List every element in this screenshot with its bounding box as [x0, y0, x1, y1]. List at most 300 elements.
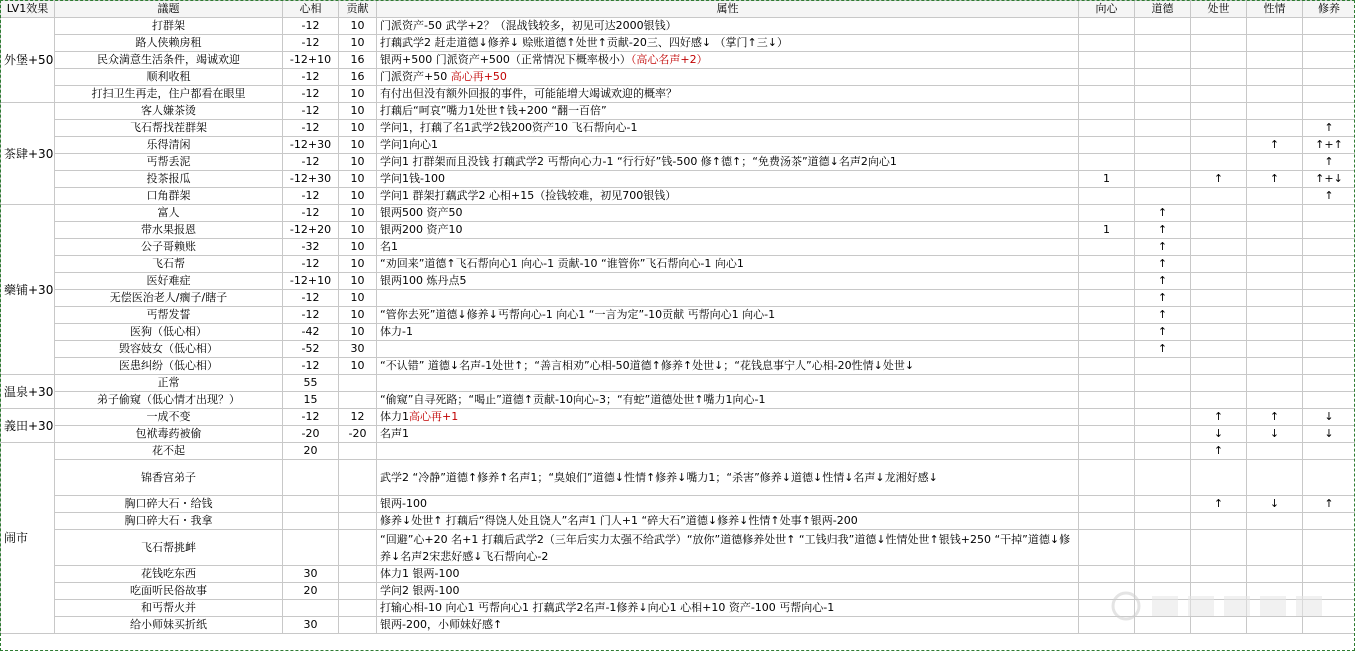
- chushi-cell: [1191, 69, 1247, 86]
- topic-cell: 一成不变: [55, 409, 283, 426]
- xinxiang-cell: -12+30: [283, 171, 339, 188]
- xiangxin-cell: [1079, 273, 1135, 290]
- table-row: [1, 35, 1355, 52]
- topic-cell: 带水果报恩: [55, 222, 283, 239]
- xiangxin-cell: [1079, 120, 1135, 137]
- topic-cell: 飞石帮挑衅: [55, 530, 283, 566]
- gongxian-cell: 10: [339, 154, 377, 171]
- gongxian-cell: [339, 443, 377, 460]
- daode-cell: [1135, 358, 1191, 375]
- group-cell: 義田+30: [1, 409, 55, 443]
- attr-text: 打藕武学2 赶走道德↓修养↓ 赊账道德↑处世↑贡献-20三、四好感↓ （掌门↑三↓）: [380, 36, 788, 49]
- header-xiuyang: 修养: [1303, 1, 1355, 18]
- xinxiang-cell: 30: [283, 617, 339, 634]
- attr-cell: [377, 18, 1079, 35]
- topic-cell: 包袱毒药被偷: [55, 426, 283, 443]
- table-row: [1, 52, 1355, 69]
- xiuyang-cell: [1303, 69, 1355, 86]
- table-row: [1, 530, 1355, 566]
- xinxiang-cell: -12: [283, 103, 339, 120]
- xinxiang-cell: [283, 600, 339, 617]
- topic-cell: 丐帮发誓: [55, 307, 283, 324]
- xiangxin-cell: [1079, 290, 1135, 307]
- attr-cell: [377, 171, 1079, 188]
- topic-cell: 飞石帮找茬群架: [55, 120, 283, 137]
- attr-cell: [377, 566, 1079, 583]
- attr-text: 学问1钱-100: [380, 172, 445, 185]
- gongxian-cell: 30: [339, 341, 377, 358]
- attr-text: 打输心相-10 向心1 丐帮向心1 打藕武学2名声-1修养↓向心1 心相+10 资产-100 丐帮向心-1: [380, 601, 835, 614]
- table-row: [1, 120, 1355, 137]
- group-cell: 外堡+50: [1, 18, 55, 103]
- xinxiang-cell: [283, 513, 339, 530]
- header-lv1: LV1效果: [1, 1, 55, 18]
- xingqing-cell: ↓: [1247, 426, 1303, 443]
- xiuyang-cell: [1303, 18, 1355, 35]
- daode-cell: ↑: [1135, 341, 1191, 358]
- xiangxin-cell: [1079, 409, 1135, 426]
- daode-cell: [1135, 154, 1191, 171]
- xinxiang-cell: -12+10: [283, 273, 339, 290]
- header-gongxian: 贡献: [339, 1, 377, 18]
- gongxian-cell: 16: [339, 52, 377, 69]
- xinxiang-cell: -12: [283, 307, 339, 324]
- attr-text: 名1: [380, 240, 398, 253]
- daode-cell: [1135, 566, 1191, 583]
- table-row: [1, 171, 1355, 188]
- xiuyang-cell: [1303, 256, 1355, 273]
- gongxian-cell: 10: [339, 171, 377, 188]
- header-row: [1, 1, 1355, 18]
- xinxiang-cell: -12: [283, 358, 339, 375]
- xingqing-cell: [1247, 460, 1303, 496]
- gongxian-cell: [339, 375, 377, 392]
- xiangxin-cell: [1079, 52, 1135, 69]
- daode-cell: [1135, 392, 1191, 409]
- xingqing-cell: [1247, 103, 1303, 120]
- xingqing-cell: [1247, 530, 1303, 566]
- daode-cell: ↑: [1135, 324, 1191, 341]
- xingqing-cell: [1247, 324, 1303, 341]
- gongxian-cell: 10: [339, 120, 377, 137]
- xingqing-cell: [1247, 18, 1303, 35]
- xinxiang-cell: -12: [283, 120, 339, 137]
- table-row: [1, 86, 1355, 103]
- xiangxin-cell: [1079, 530, 1135, 566]
- attr-cell: [377, 205, 1079, 222]
- xingqing-cell: [1247, 566, 1303, 583]
- chushi-cell: [1191, 324, 1247, 341]
- attr-text: “回避”心+20 名+1 打藕后武学2（三年后实力太强不给武学）“放你”道德修养处世↑ “工钱归我”道德↓性情处世↑银钱+250 “干掉”道德↓修养↓名声2宋悲好感↓飞石帮向心-2: [380, 532, 1071, 563]
- attr-text: 学问1 群架打藕武学2 心相+15（捡钱较难，初见700银钱）: [380, 189, 677, 202]
- table-row: [1, 341, 1355, 358]
- xiangxin-cell: [1079, 18, 1135, 35]
- attr-text: 学问1 打群架而且没钱 打藕武学2 丐帮向心力-1 “行行好”钱-500 修↑德↑；“免费汤茶”道德↓名声2向心1: [380, 155, 897, 168]
- xiuyang-cell: [1303, 530, 1355, 566]
- xingqing-cell: [1247, 120, 1303, 137]
- xiuyang-cell: [1303, 103, 1355, 120]
- attr-cell: [377, 530, 1079, 566]
- gongxian-cell: -20: [339, 426, 377, 443]
- chushi-cell: [1191, 290, 1247, 307]
- daode-cell: [1135, 530, 1191, 566]
- table-row: [1, 426, 1355, 443]
- attr-text: “管你去死”道德↓修养↓丐帮向心-1 向心1 “一言为定”-10贡献 丐帮向心1 向心-1: [380, 308, 776, 321]
- gongxian-cell: 10: [339, 358, 377, 375]
- group-cell: 闹市: [1, 443, 55, 634]
- attr-cell: [377, 583, 1079, 600]
- xiuyang-cell: ↓: [1303, 409, 1355, 426]
- attr-cell: [377, 341, 1079, 358]
- topic-cell: 毁容妓女（低心相）: [55, 341, 283, 358]
- attr-cell: [377, 86, 1079, 103]
- gongxian-cell: 10: [339, 290, 377, 307]
- daode-cell: [1135, 409, 1191, 426]
- xiangxin-cell: [1079, 239, 1135, 256]
- xinxiang-cell: -42: [283, 324, 339, 341]
- chushi-cell: [1191, 86, 1247, 103]
- daode-cell: [1135, 35, 1191, 52]
- attr-text: 学问1向心1: [380, 138, 438, 151]
- chushi-cell: [1191, 120, 1247, 137]
- daode-cell: ↑: [1135, 273, 1191, 290]
- xiangxin-cell: 1: [1079, 222, 1135, 239]
- xiangxin-cell: [1079, 443, 1135, 460]
- chushi-cell: [1191, 358, 1247, 375]
- table-row: [1, 188, 1355, 205]
- attr-cell: [377, 496, 1079, 513]
- xiuyang-cell: [1303, 273, 1355, 290]
- chushi-cell: ↑: [1191, 443, 1247, 460]
- xingqing-cell: ↑: [1247, 137, 1303, 154]
- xinxiang-cell: -12+20: [283, 222, 339, 239]
- daode-cell: [1135, 171, 1191, 188]
- xingqing-cell: [1247, 513, 1303, 530]
- header-attr: 属性: [377, 1, 1079, 18]
- topic-cell: 富人: [55, 205, 283, 222]
- table-row: [1, 154, 1355, 171]
- attr-cell: [377, 154, 1079, 171]
- table-row: [1, 137, 1355, 154]
- xinxiang-cell: -12: [283, 256, 339, 273]
- xiuyang-cell: [1303, 86, 1355, 103]
- topic-cell: 打群架: [55, 18, 283, 35]
- group-cell: 藥铺+30: [1, 205, 55, 375]
- topic-cell: 飞石帮: [55, 256, 283, 273]
- xingqing-cell: [1247, 392, 1303, 409]
- chushi-cell: [1191, 188, 1247, 205]
- topic-cell: 胸口碎大石・给钱: [55, 496, 283, 513]
- daode-cell: [1135, 496, 1191, 513]
- attr-cell: [377, 69, 1079, 86]
- daode-cell: [1135, 69, 1191, 86]
- chushi-cell: ↑: [1191, 171, 1247, 188]
- table-row: [1, 256, 1355, 273]
- attr-text: 门派资产+50: [380, 70, 451, 83]
- attr-text: 银两-100: [380, 497, 427, 510]
- chushi-cell: [1191, 341, 1247, 358]
- xingqing-cell: [1247, 69, 1303, 86]
- chushi-cell: [1191, 239, 1247, 256]
- attr-cell: [377, 358, 1079, 375]
- xingqing-cell: [1247, 205, 1303, 222]
- header-xingqing: 性情: [1247, 1, 1303, 18]
- xinxiang-cell: [283, 530, 339, 566]
- xingqing-cell: [1247, 341, 1303, 358]
- chushi-cell: [1191, 205, 1247, 222]
- xiuyang-cell: ↑+↑: [1303, 137, 1355, 154]
- xinxiang-cell: -12: [283, 18, 339, 35]
- daode-cell: [1135, 86, 1191, 103]
- topic-cell: 丐帮丢泥: [55, 154, 283, 171]
- table-row: [1, 239, 1355, 256]
- xiuyang-cell: ↓: [1303, 426, 1355, 443]
- header-xinxiang: 心相: [283, 1, 339, 18]
- xinxiang-cell: -12: [283, 205, 339, 222]
- xinxiang-cell: -12: [283, 188, 339, 205]
- attr-cell: [377, 392, 1079, 409]
- xinxiang-cell: -32: [283, 239, 339, 256]
- attr-text: “劝回来”道德↑飞石帮向心1 向心-1 贡献-10 “谁管你”飞石帮向心-1 向心1: [380, 257, 744, 270]
- attr-cell: [377, 307, 1079, 324]
- table-row: [1, 307, 1355, 324]
- xinxiang-cell: 20: [283, 443, 339, 460]
- xiangxin-cell: [1079, 513, 1135, 530]
- xinxiang-cell: -20: [283, 426, 339, 443]
- attr-cell: [377, 137, 1079, 154]
- attr-cell: [377, 290, 1079, 307]
- xinxiang-cell: [283, 460, 339, 496]
- xiuyang-cell: [1303, 566, 1355, 583]
- xiangxin-cell: [1079, 188, 1135, 205]
- table-row: [1, 69, 1355, 86]
- chushi-cell: [1191, 137, 1247, 154]
- table-row: [1, 324, 1355, 341]
- table-row: [1, 273, 1355, 290]
- xinxiang-cell: -12: [283, 35, 339, 52]
- gongxian-cell: 16: [339, 69, 377, 86]
- xingqing-cell: [1247, 290, 1303, 307]
- header-chushi: 处世: [1191, 1, 1247, 18]
- table-row: [1, 443, 1355, 460]
- daode-cell: ↑: [1135, 290, 1191, 307]
- xinxiang-cell: 20: [283, 583, 339, 600]
- xiuyang-cell: [1303, 205, 1355, 222]
- xiangxin-cell: [1079, 307, 1135, 324]
- xingqing-cell: [1247, 35, 1303, 52]
- attr-cell: [377, 460, 1079, 496]
- topic-cell: 投茶报瓜: [55, 171, 283, 188]
- topic-cell: 无偿医治老人/瘸子/瞎子: [55, 290, 283, 307]
- topic-cell: 医患纠纷（低心相）: [55, 358, 283, 375]
- xiangxin-cell: [1079, 392, 1135, 409]
- attr-cell: [377, 513, 1079, 530]
- topic-cell: 弟子偷窥（低心情才出现？）: [55, 392, 283, 409]
- chushi-cell: [1191, 103, 1247, 120]
- xinxiang-cell: -12: [283, 86, 339, 103]
- chushi-cell: ↓: [1191, 426, 1247, 443]
- topic-cell: 公子哥赖账: [55, 239, 283, 256]
- xiuyang-cell: [1303, 443, 1355, 460]
- attr-cell: [377, 409, 1079, 426]
- gongxian-cell: 10: [339, 256, 377, 273]
- table-row: [1, 103, 1355, 120]
- attr-text: “不认错” 道德↓名声-1处世↑；“善言相劝”心相-50道德↑修养↑处世↓；“花钱息事宁人”心相-20性情↓处世↓: [380, 359, 915, 372]
- attr-cell: [377, 324, 1079, 341]
- attr-text: 体力1: [380, 410, 409, 423]
- gongxian-cell: 10: [339, 205, 377, 222]
- attr-text: 门派资产-50 武学+2？（混战钱较多，初见可达2000银钱）: [380, 19, 677, 32]
- daode-cell: [1135, 375, 1191, 392]
- xingqing-cell: [1247, 375, 1303, 392]
- attr-text: 有付出但没有额外回报的事件，可能能增大竭诚欢迎的概率？: [380, 87, 677, 100]
- topic-cell: 给小师妹买折纸: [55, 617, 283, 634]
- gongxian-cell: 10: [339, 307, 377, 324]
- header-topic: 議题: [55, 1, 283, 18]
- xinxiang-cell: 55: [283, 375, 339, 392]
- table-row: [1, 392, 1355, 409]
- xiuyang-cell: ↑: [1303, 154, 1355, 171]
- group-cell: 茶肆+30: [1, 103, 55, 205]
- gongxian-cell: 10: [339, 86, 377, 103]
- xinxiang-cell: -12+30: [283, 137, 339, 154]
- gongxian-cell: [339, 566, 377, 583]
- attr-text: 体力1 银两-100: [380, 567, 460, 580]
- gongxian-cell: 10: [339, 103, 377, 120]
- attr-text: 体力-1: [380, 325, 413, 338]
- gongxian-cell: 12: [339, 409, 377, 426]
- table-row: [1, 496, 1355, 513]
- gongxian-cell: [339, 583, 377, 600]
- xingqing-cell: [1247, 86, 1303, 103]
- topic-cell: 正常: [55, 375, 283, 392]
- table-row: [1, 513, 1355, 530]
- attr-cell: [377, 600, 1079, 617]
- xiuyang-cell: [1303, 290, 1355, 307]
- topic-cell: 客人嫌茶烫: [55, 103, 283, 120]
- attr-cell: [377, 188, 1079, 205]
- attr-text: 银两500 资产50: [380, 206, 463, 219]
- xiuyang-cell: [1303, 513, 1355, 530]
- attr-text: 银两200 资产10: [380, 223, 463, 236]
- topic-cell: 打扫卫生再走，住户都看在眼里: [55, 86, 283, 103]
- xiuyang-cell: [1303, 324, 1355, 341]
- attr-text: 修养↓处世↑ 打藕后“得饶人处且饶人”名声1 门人+1 “碎大石”道德↓修养↓性情↑处事↑银两-200: [380, 514, 858, 527]
- topic-cell: 和丐帮火并: [55, 600, 283, 617]
- attr-text: 银两100 炼丹点5: [380, 274, 467, 287]
- xiangxin-cell: [1079, 69, 1135, 86]
- xiuyang-cell: [1303, 375, 1355, 392]
- xingqing-cell: [1247, 443, 1303, 460]
- attr-cell: [377, 443, 1079, 460]
- xiangxin-cell: [1079, 256, 1135, 273]
- attr-text: 学问2 银两-100: [380, 584, 460, 597]
- chushi-cell: [1191, 513, 1247, 530]
- attr-text: 银两-200，小师妹好感↑: [380, 618, 503, 631]
- xiangxin-cell: [1079, 137, 1135, 154]
- group-cell: 温泉+30: [1, 375, 55, 409]
- xiangxin-cell: [1079, 426, 1135, 443]
- topic-cell: 花钱吃东西: [55, 566, 283, 583]
- xiangxin-cell: [1079, 103, 1135, 120]
- chushi-cell: [1191, 18, 1247, 35]
- xinxiang-cell: -12: [283, 154, 339, 171]
- gongxian-cell: [339, 392, 377, 409]
- daode-cell: ↑: [1135, 256, 1191, 273]
- xiuyang-cell: [1303, 35, 1355, 52]
- gongxian-cell: 10: [339, 18, 377, 35]
- attr-cell: [377, 222, 1079, 239]
- xiuyang-cell: ↑: [1303, 496, 1355, 513]
- daode-cell: [1135, 103, 1191, 120]
- daode-cell: ↑: [1135, 239, 1191, 256]
- gongxian-cell: [339, 496, 377, 513]
- attr-cell: [377, 35, 1079, 52]
- gongxian-cell: 10: [339, 324, 377, 341]
- xiangxin-cell: [1079, 496, 1135, 513]
- chushi-cell: [1191, 460, 1247, 496]
- attr-cell: [377, 426, 1079, 443]
- attr-text: 银两+500 门派资产+500（正常情况下概率极小）: [380, 53, 631, 66]
- topic-cell: 顺利收租: [55, 69, 283, 86]
- xingqing-cell: [1247, 222, 1303, 239]
- attr-cell: [377, 375, 1079, 392]
- chushi-cell: [1191, 375, 1247, 392]
- topic-cell: 乐得清闲: [55, 137, 283, 154]
- xiuyang-cell: ↑: [1303, 188, 1355, 205]
- xiuyang-cell: [1303, 460, 1355, 496]
- chushi-cell: ↑: [1191, 409, 1247, 426]
- xiangxin-cell: [1079, 566, 1135, 583]
- xiuyang-cell: [1303, 222, 1355, 239]
- xiangxin-cell: [1079, 358, 1135, 375]
- topic-cell: 胸口碎大石・我拿: [55, 513, 283, 530]
- xiangxin-cell: [1079, 375, 1135, 392]
- attr-text: 学问1，打藕了名1武学2钱200资产10 飞石帮向心-1: [380, 121, 638, 134]
- highlight-text: （高心名声+2）: [630, 53, 708, 66]
- attr-text: 名声1: [380, 427, 409, 440]
- xingqing-cell: [1247, 273, 1303, 290]
- topic-cell: 吃面听民俗故事: [55, 583, 283, 600]
- topic-cell: 民众満意生活条件，竭诚欢迎: [55, 52, 283, 69]
- daode-cell: [1135, 460, 1191, 496]
- gongxian-cell: 10: [339, 188, 377, 205]
- gongxian-cell: [339, 617, 377, 634]
- attr-cell: [377, 103, 1079, 120]
- table-row: [1, 222, 1355, 239]
- daode-cell: [1135, 137, 1191, 154]
- watermark-icon: [1108, 588, 1338, 624]
- attr-cell: [377, 239, 1079, 256]
- table-row: [1, 409, 1355, 426]
- daode-cell: [1135, 513, 1191, 530]
- gongxian-cell: 10: [339, 35, 377, 52]
- xinxiang-cell: -12+10: [283, 52, 339, 69]
- chushi-cell: [1191, 35, 1247, 52]
- xinxiang-cell: -12: [283, 290, 339, 307]
- table-row: [1, 18, 1355, 35]
- daode-cell: ↑: [1135, 205, 1191, 222]
- chushi-cell: [1191, 256, 1247, 273]
- daode-cell: ↑: [1135, 222, 1191, 239]
- attr-text: 武学2 “冷静”道德↑修养↑名声1；“臭娘们”道德↓性情↑修养↓嘴力1；“杀害”修养↓道德↓性情↓名声↓龙湘好感↓: [380, 471, 938, 484]
- daode-cell: [1135, 120, 1191, 137]
- daode-cell: [1135, 188, 1191, 205]
- header-daode: 道德: [1135, 1, 1191, 18]
- attr-cell: [377, 120, 1079, 137]
- xiuyang-cell: [1303, 307, 1355, 324]
- gongxian-cell: [339, 600, 377, 617]
